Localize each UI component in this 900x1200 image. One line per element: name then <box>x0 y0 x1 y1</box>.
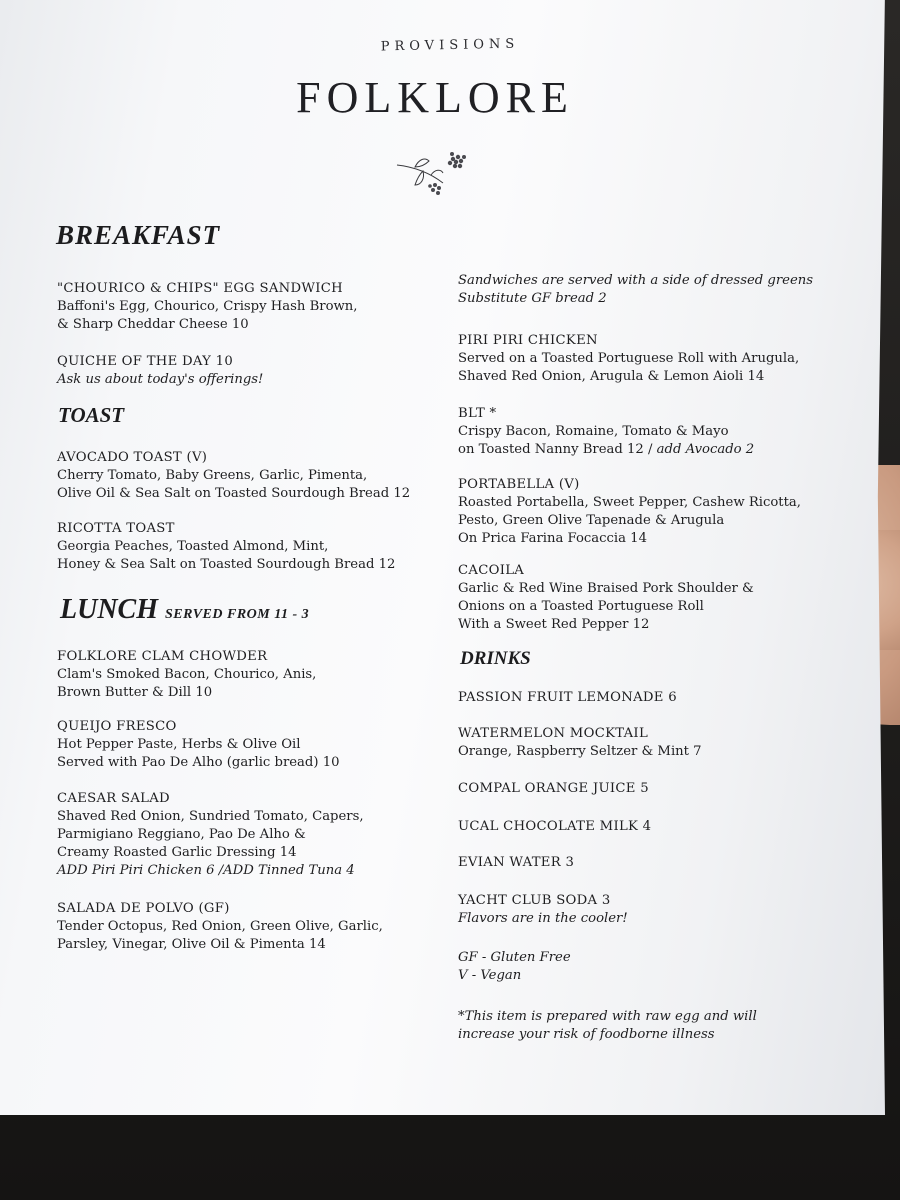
lunch-title: LUNCH <box>60 594 158 625</box>
toast-heading: TOAST <box>58 403 125 427</box>
item-name: EVIAN WATER 3 <box>458 855 575 870</box>
item-name: UCAL CHOCOLATE MILK 4 <box>458 819 652 834</box>
item-desc: Parsley, Vinegar, Olive Oil & Pimenta 14 <box>57 937 326 952</box>
flower-icon <box>395 145 475 200</box>
drink-ucal-chocolate-milk <box>458 818 651 836</box>
item-name: CACOILA <box>458 563 525 578</box>
item-desc: Roasted Portabella, Sweet Pepper, Cashew Ricotta, <box>458 495 801 510</box>
item-desc: Hot Pepper Paste, Herbs & Olive Oil <box>57 737 301 752</box>
item-name: WATERMELON MOCKTAIL <box>458 726 649 741</box>
item-desc: Crispy Bacon, Romaine, Tomato & Mayo <box>458 424 729 439</box>
drink-compal-orange-juice <box>458 780 649 798</box>
item-desc: Onions on a Toasted Portuguese Roll <box>458 599 704 614</box>
brand-subtitle: PROVISIONS <box>380 36 520 55</box>
item-desc: & Sharp Cheddar Cheese 10 <box>57 317 249 332</box>
item-name: SALADA DE POLVO (GF) <box>57 901 230 916</box>
item-addon: add Avocado 2 <box>656 442 755 457</box>
diet-legend <box>458 949 571 985</box>
menu-item-salada-de-polvo <box>57 900 383 954</box>
item-desc: Georgia Peaches, Toasted Almond, Mint, <box>57 539 329 554</box>
item-desc: Cherry Tomato, Baby Greens, Garlic, Pimenta, <box>57 468 368 483</box>
item-desc: Shaved Red Onion, Arugula & Lemon Aioli 14 <box>458 369 765 384</box>
menu-item-clam-chowder <box>57 648 316 702</box>
menu-item-ricotta-toast <box>57 520 395 574</box>
item-desc: Garlic & Red Wine Braised Pork Shoulder & <box>458 581 754 596</box>
item-name: YACHT CLUB SODA 3 <box>458 893 611 908</box>
menu-item-caesar-salad <box>57 790 364 880</box>
item-desc: Shaved Red Onion, Sundried Tomato, Capers, <box>57 809 364 824</box>
lunch-hours: SERVED FROM 11 - 3 <box>165 607 310 622</box>
item-desc: Served on a Toasted Portuguese Roll with Arugula, <box>458 351 800 366</box>
item-desc: With a Sweet Red Pepper 12 <box>458 617 650 632</box>
item-desc: Brown Butter & Dill 10 <box>57 685 213 700</box>
item-name: "CHOURICO & CHIPS" EGG SANDWICH <box>57 281 343 296</box>
raw-egg-footnote <box>458 1008 757 1044</box>
lunch-heading <box>60 594 309 626</box>
item-name: CAESAR SALAD <box>57 791 170 806</box>
drink-watermelon-mocktail <box>458 725 702 761</box>
drink-passion-fruit-lemonade <box>458 689 677 707</box>
item-desc: Baffoni's Egg, Chourico, Crispy Hash Brown, <box>57 299 358 314</box>
item-desc: Tender Octopus, Red Onion, Green Olive, Garlic, <box>57 919 383 934</box>
breakfast-heading: BREAKFAST <box>56 220 221 250</box>
menu-item-cacoila <box>458 562 754 634</box>
menu-item-blt <box>458 405 754 459</box>
footnote-line: increase your risk of foodborne illness <box>458 1027 715 1042</box>
item-desc: Pesto, Green Olive Tapenade & Arugula <box>458 513 725 528</box>
brand-title: FOLKLORE <box>296 73 574 122</box>
item-name: PIRI PIRI CHICKEN <box>458 333 598 348</box>
item-name: COMPAL ORANGE JUICE 5 <box>458 781 649 796</box>
item-name: FOLKLORE CLAM CHOWDER <box>57 649 268 664</box>
item-addon: ADD Piri Piri Chicken 6 /ADD Tinned Tuna 4 <box>57 863 355 878</box>
item-name: QUICHE OF THE DAY 10 <box>57 354 234 369</box>
drink-evian-water <box>458 854 574 872</box>
item-desc: on Toasted Nanny Bread 12 / <box>458 442 657 457</box>
menu-item-queijo-fresco <box>57 718 339 772</box>
drink-yacht-club-soda <box>458 892 628 928</box>
note-line: Substitute GF bread 2 <box>458 291 607 306</box>
item-name: PASSION FRUIT LEMONADE 6 <box>458 690 677 705</box>
sandwich-note <box>458 272 813 308</box>
item-desc: Honey & Sea Salt on Toasted Sourdough Bread 12 <box>57 557 396 572</box>
item-desc: Served with Pao De Alho (garlic bread) 10 <box>57 755 340 770</box>
item-desc: Creamy Roasted Garlic Dressing 14 <box>57 845 297 860</box>
legend-gf: GF - Gluten Free <box>458 950 571 965</box>
item-name: PORTABELLA (V) <box>458 477 580 492</box>
item-desc: Parmigiano Reggiano, Pao De Alho & <box>57 827 306 842</box>
menu-item-avocado-toast <box>57 449 410 503</box>
item-desc: Olive Oil & Sea Salt on Toasted Sourdough Bread 12 <box>57 486 411 501</box>
menu-item-chourico-sandwich <box>57 280 358 334</box>
menu-item-portabella <box>458 476 801 548</box>
footnote-line: *This item is prepared with raw egg and will <box>458 1009 757 1024</box>
menu-item-quiche <box>57 353 263 389</box>
note-line: Sandwiches are served with a side of dressed greens <box>458 273 814 288</box>
menu-item-piri-piri-chicken <box>458 332 799 386</box>
item-name: BLT * <box>458 406 497 421</box>
drinks-heading: DRINKS <box>460 648 531 669</box>
item-name: RICOTTA TOAST <box>57 521 175 536</box>
item-desc: Orange, Raspberry Seltzer & Mint 7 <box>458 744 702 759</box>
item-note: Ask us about today's offerings! <box>57 372 264 387</box>
item-name: QUEIJO FRESCO <box>57 719 177 734</box>
item-name: AVOCADO TOAST (V) <box>57 450 208 465</box>
legend-v: V - Vegan <box>458 968 522 983</box>
item-desc: On Prica Farina Focaccia 14 <box>458 531 647 546</box>
item-desc: Clam's Smoked Bacon, Chourico, Anis, <box>57 667 317 682</box>
item-note: Flavors are in the cooler! <box>458 911 628 926</box>
item-desc-wrap <box>458 441 754 459</box>
